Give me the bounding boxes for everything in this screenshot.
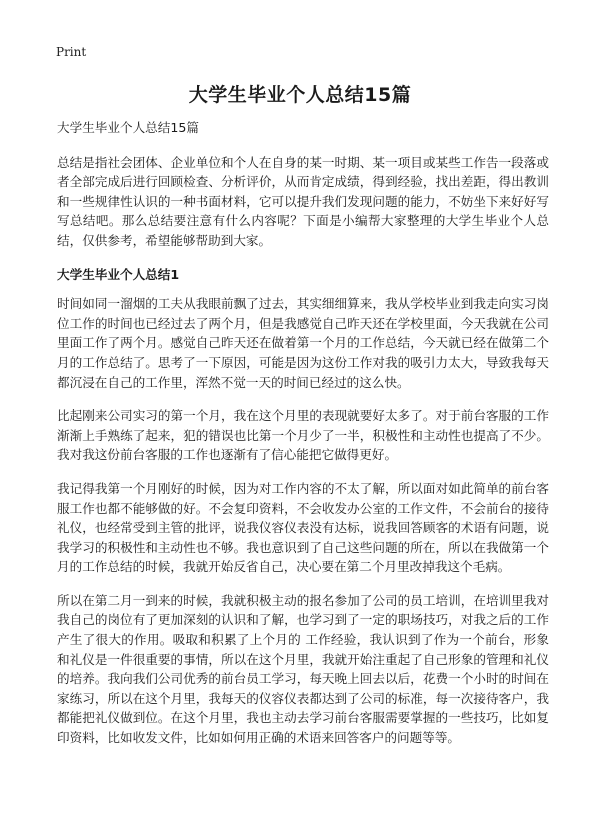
- document-body: [57, 118, 549, 762]
- document-subtitle: 大学生毕业个人总结15篇: [57, 120, 199, 135]
- print-link[interactable]: Print: [56, 45, 87, 59]
- body-paragraph: 时间如同一溜烟的工夫从我眼前飘了过去，其实细细算来，我从学校毕业到我走向实习岗位工作的时间也已经过去了两个月，但是我感觉自己昨天还在学校里面，今天我就在公司里面工作了两个月。感觉自己昨天还在做着第一个月的工作总结，今天就已经在做第二个月的工作总结了。思考了一下原因，可能是因为这份工作对我的吸引力太大，导致我每天都沉浸在自己的工作里，浑然不觉一天的时间已经过的这么快。: [57, 296, 549, 390]
- section-heading: 大学生毕业个人总结1: [57, 266, 180, 282]
- page-title: 大学生毕业个人总结15篇: [188, 84, 412, 106]
- body-paragraph: 所以在第二月一到来的时候，我就积极主动的报名参加了公司的员工培训，在培训里我对我自己的岗位有了更加深刻的认识和了解，也学习到了一定的职场技巧，对我之后的工作产生了很大的作用。吸取和积累了上个月的 工作经验，我认识到了作为一个前台，形象和礼仪是一件很重要的事情，所以在这个月里，我就开始注重起了自己形象的管理和礼仪的培养。我向我们公司优秀的前台员工学习，每天晚上回去以后，花费一个小时的时间在家练习，所以在这个月里，我每天的仪容仪表都达到了公司的标准，每一次接待客户，我都能把礼仪做到位。在这个月里，我也主动去学习前台客服需要掌握的一些技巧，比如复印资料，比如收发文件，比如如何用正确的术语来回答客户的问题等等。: [57, 592, 549, 746]
- intro-paragraph: 总结是指社会团体、企业单位和个人在自身的某一时期、某一项目或某些工作告一段落或者全部完成后进行回顾检查、分析评价，从而肯定成绩，得到经验，找出差距，得出教训和一些规律性认识的一种书面材料，它可以提升我们发现问题的能力，不妨坐下来好好写写总结吧。那么总结要注意有什么内容呢？下面是小编帮大家整理的大学生毕业个人总结，仅供参考，希望能够帮助到大家。: [57, 154, 549, 248]
- body-paragraph: 比起刚来公司实习的第一个月，我在这个月里的表现就要好太多了。对于前台客服的工作渐渐上手熟练了起来，犯的错误也比第一个月少了一半，积极性和主动性也提高了不少。我对我这份前台客服的工作也逐渐有了信心能把它做得更好。: [57, 408, 549, 463]
- body-paragraph: 我记得我第一个月刚好的时候，因为对工作内容的不太了解，所以面对如此简单的前台客服工作也都不能够做的好。不会复印资料，不会收发办公室的工作文件，不会前台的接待礼仪，也经常受到主管的批评，说我仪容仪表没有达标，说我回答顾客的术语有问题，说我学习的积极性和主动性也不够。我也意识到了自己这些问题的所在，所以在我做第一个月的工作总结的时候，我就开始反省自己，决心要在第二个月里改掉我这个毛病。: [57, 480, 549, 575]
